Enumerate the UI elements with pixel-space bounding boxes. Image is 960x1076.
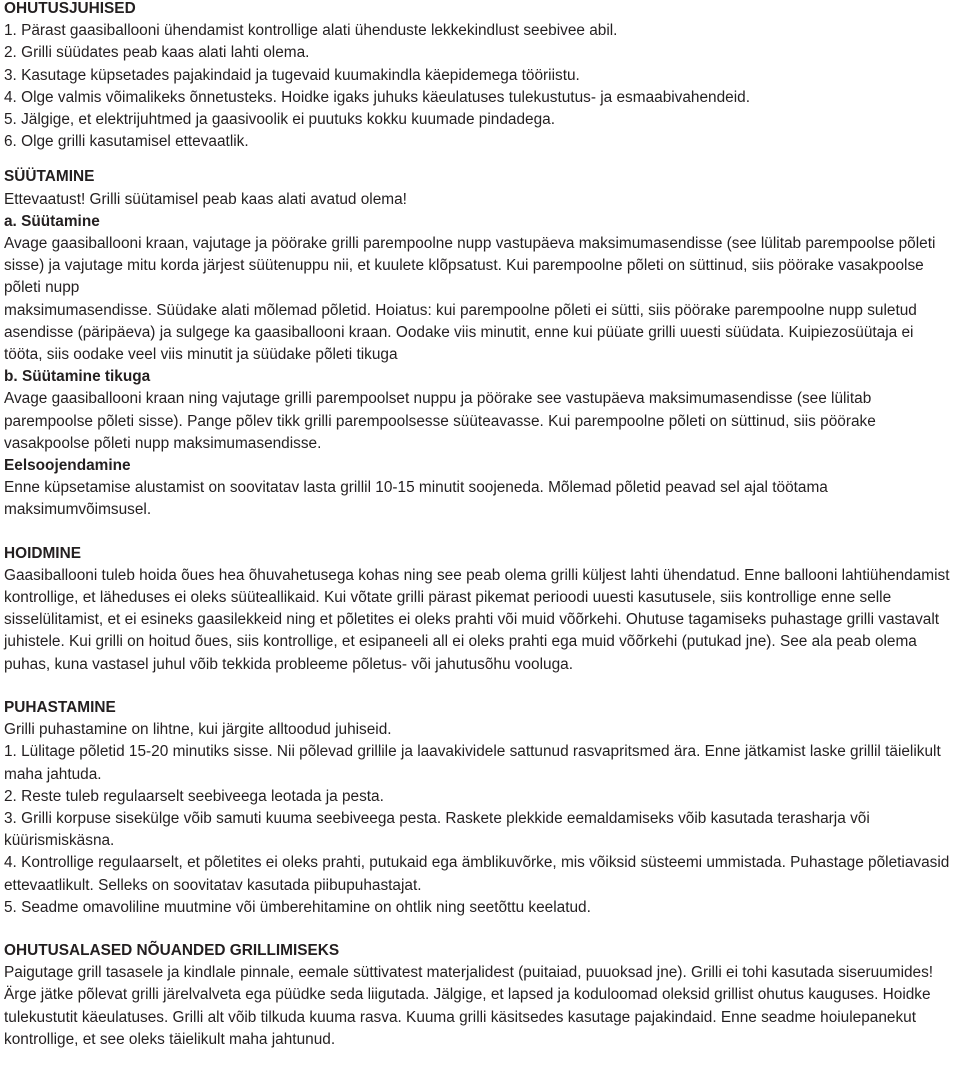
ignition-b-heading: b. Süütamine tikuga bbox=[4, 368, 151, 386]
storage-section bbox=[4, 543, 954, 676]
cleaning-heading: PUHASTAMINE bbox=[4, 698, 116, 716]
storage-text: Gaasiballooni tuleb hoida õues hea õhuvahetusega kohas ning see peab olema grilli küljest lahti ühendatud. Enne ballooni lahtiühendamist kontrollige, et läheduses ei oleks süüteallikaid. Kui võtate grilli pärast pikemat perioodi uuesti kasutusele, siis kontrollige enne selle sisselülitamist, et ei esineks gaasilekkeid ning et põletites ei oleks prahti või muid võõrkehi. Ohutuse tagamiseks puhastage grilli vastavalt juhistele. Kui grilli on hoitud õues, siis kontrollige, et esipaneeli all ei oleks prahti ega muid võõrkehi (putukad jne). See ala peab olema puhas, kuna vastasel juhul võib tekkida probleeme põletus- või jahutusõhu vooluga. bbox=[4, 566, 950, 673]
safety-item: 5. Jälgige, et elektrijuhtmed ja gaasivoolik ei puutuks kokku kuumade pindadega. bbox=[4, 111, 555, 129]
safety-heading: OHUTUSJUHISED bbox=[4, 0, 136, 17]
cleaning-item: 3. Grilli korpuse sisekülge võib samuti kuuma seebiveega pesta. Raskete plekkide eemaldamiseks võib kasutada terasharja või küürismiskäsna. bbox=[4, 809, 870, 850]
ignition-section bbox=[4, 166, 954, 521]
cleaning-section bbox=[4, 697, 954, 919]
ignition-b-text: Avage gaasiballooni kraan ning vajutage grilli parempoolset nuppu ja pöörake see vastupäeva maksimumasendisse (see lülitab parempoolse põleti sisse). Pange põlev tikk grilli parempoolsesse süüteavasse. Kui parempoolne põleti on süttinud, siis pöörake vasakpoolse põleti nupp maksimumasendisse. bbox=[4, 390, 876, 452]
ignition-a-heading: a. Süütamine bbox=[4, 212, 100, 230]
cleaning-item: 2. Reste tuleb regulaarselt seebiveega leotada ja pesta. bbox=[4, 787, 384, 805]
safety-item: 6. Olge grilli kasutamisel ettevaatlik. bbox=[4, 133, 249, 151]
grilling-safety-text: Paigutage grill tasasele ja kindlale pinnale, eemale süttivatest materjalidest (puitaiad, puuoksad jne). Grilli ei tohi kasutada siseruumides! Ärge jätke põlevat grilli järelvalveta ega püüdke seda liigutada. Jälgige, et lapsed ja koduloomad oleksid grillist ohutus kauguses. Hoidke tulekustutit käeulatuses. Grilli alt võib tilkuda kuuma rasva. Kuuma grilli käsitsedes kasutage pajakindaid. Enne seadme hoiulepanekut kontrollige, et see oleks täielikult maha jahtunud. bbox=[4, 964, 934, 1048]
cleaning-item: 1. Lülitage põletid 15-20 minutiks sisse. Nii põlevad grillile ja laavakividele sattunud rasvapritsmed ära. Enne jätkamist laske grillil täielikult maha jahtuda. bbox=[4, 743, 941, 783]
ignition-heading: SÜÜTAMINE bbox=[4, 168, 95, 186]
preheat-heading: Eelsoojendamine bbox=[4, 457, 131, 475]
cleaning-item: 5. Seadme omavoliline muutmine või ümberehitamine on ohtlik ning seetõttu keelatud. bbox=[4, 898, 591, 916]
ignition-warning: Ettevaatust! Grilli süütamisel peab kaas alati avatud olema! bbox=[4, 190, 407, 208]
preheat-text: Enne küpsetamise alustamist on soovitatav lasta grillil 10-15 minutit soojeneda. Mõlemad põletid peavad sel ajal töötama maksimumvõimsusel. bbox=[4, 479, 828, 519]
ignition-a-text: Avage gaasiballooni kraan, vajutage ja pöörake grilli parempoolne nupp vastupäeva maksimumasendisse (see lülitab parempoolse põleti sisse) ja vajutage mitu korda järjest süütenuppu nii, et kuulete klõpsatust. Kui parempoolne põleti on süttinud, siis pöörake vasakpoolse põleti nupp bbox=[4, 235, 936, 297]
cleaning-intro: Grilli puhastamine on lihtne, kui järgite alltoodud juhiseid. bbox=[4, 721, 392, 739]
safety-item: 4. Olge valmis võimalikeks õnnetusteks. Hoidke igaks juhuks käeulatuses tulekustutus- ja esmaabivahendeid. bbox=[4, 88, 750, 106]
safety-item: 1. Pärast gaasiballooni ühendamist kontrollige alati ühenduste lekkekindlust seebivee abil. bbox=[4, 22, 618, 40]
grilling-safety-section bbox=[4, 940, 954, 1051]
ignition-a-text-continued: maksimumasendisse. Süüdake alati mõlemad põletid. Hoiatus: kui parempoolne põleti ei sütti, siis pöörake parempoolne nupp suletud asendisse (päripäeva) ja sulgege ka gaasiballooni kraan. Oodake viis minutit, enne kui püüate grilli uuesti süüdata. Kuipiezosüütaja ei tööta, siis oodake veel viis minutit ja süüdake põleti tikuga bbox=[4, 301, 917, 364]
safety-item: 3. Kasutage küpsetades pajakindaid ja tugevaid kuumakindla käepidemega tööriistu. bbox=[4, 66, 580, 84]
grilling-safety-heading: OHUTUSALASED NÕUANDED GRILLIMISEKS bbox=[4, 941, 340, 959]
storage-heading: HOIDMINE bbox=[4, 544, 81, 562]
cleaning-item: 4. Kontrollige regulaarselt, et põletites ei oleks prahti, putukaid ega ämblikuvõrke, mis võiksid süsteemi ummistada. Puhastage põletiavasid ettevaatlikult. Selleks on soovitatav kasutada piibupuhastajat. bbox=[4, 854, 950, 894]
safety-section bbox=[4, 0, 954, 153]
safety-item: 2. Grilli süüdates peab kaas alati lahti olema. bbox=[4, 44, 310, 62]
